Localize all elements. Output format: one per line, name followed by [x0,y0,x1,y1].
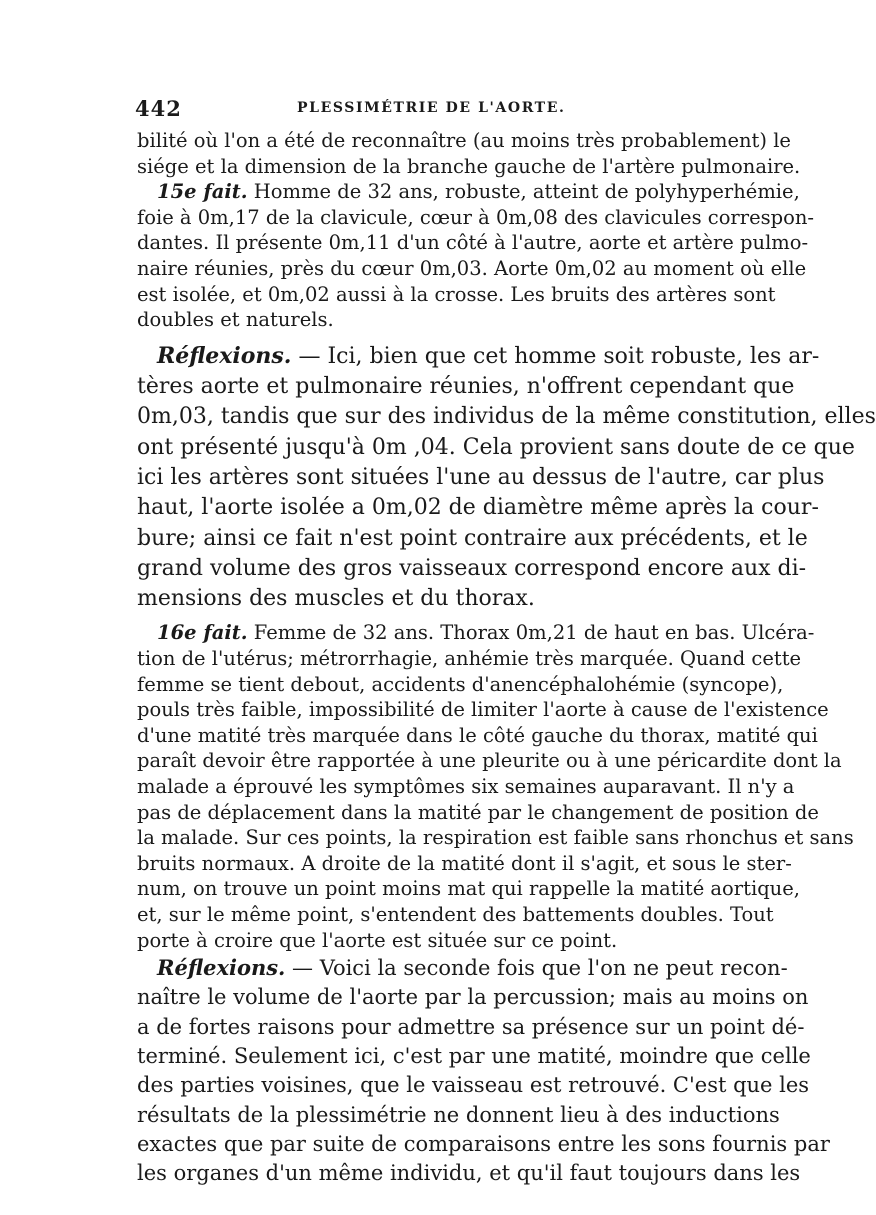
text-line: pouls très faible, impossibilité de limiter l'aorte à cause de l'existence [137,698,829,722]
text-line: ont présenté jusqu'à 0m ,04. Cela provient sans doute de ce que [137,434,855,460]
text-line: d'une matité très marquée dans le côté gauche du thorax, matité qui [137,723,818,747]
text-line: ici les artères sont situées l'une au dessus de l'autre, car plus [137,464,825,490]
paragraph-reflexions-16 [137,953,830,1188]
text-line: femme se tient debout, accidents d'anencéphalohémie (syncope), [137,672,784,696]
text-line: résultats de la plessimétrie ne donnent lieu à des inductions [137,1102,780,1127]
text-line: et, sur le même point, s'entendent des battements doubles. Tout [137,902,774,926]
text-line [137,953,788,983]
text-line: grand volume des gros vaisseaux correspond encore aux di- [137,555,807,581]
text-line: tères aorte et pulmonaire réunies, n'offrent cependant que [137,374,795,400]
text-line: malade a éprouvé les symptômes six semaines auparavant. Il n'y a [137,774,795,798]
text-fragment: Homme de 32 ans, robuste, atteint de polyhyperhémie, [247,180,800,204]
text-line: pas de déplacement dans la matité par le changement de position de [137,800,819,824]
text-line: siége et la dimension de la branche gauche de l'artère pulmonaire. [137,154,801,178]
text-line: des parties voisines, que le vaisseau est retrouvé. C'est que les [137,1073,810,1098]
text-line: mensions des muscles et du thorax. [137,586,535,612]
text-line: terminé. Seulement ici, c'est par une matité, moindre que celle [137,1044,811,1069]
text-line: bruits normaux. A droite de la matité dont il s'agit, et sous le ster- [137,851,792,875]
text-line: exactes que par suite de comparaisons entre les sons fournis par [137,1131,830,1156]
text-line: paraît devoir être rapportée à une pleurite ou à une péricardite dont la [137,749,842,773]
text-line: foie à 0m,17 de la clavicule, cœur à 0m,08 des clavicules correspon- [137,205,814,229]
case-label: 15e fait. [157,180,248,204]
text-fragment: Femme de 32 ans. Thorax 0m,21 de haut en bas. Ulcéra- [247,621,815,645]
running-title: PLESSIMÉTRIE DE L'AORTE. [297,100,566,116]
text-line: dantes. Il présente 0m,11 d'un côté à l'autre, aorte et artère pulmo- [137,231,809,255]
text-line: porte à croire que l'aorte est située sur ce point. [137,928,618,952]
text-line: naître le volume de l'aorte par la percussion; mais au moins on [137,985,809,1010]
text-line [137,341,820,372]
text-line: naire réunies, près du cœur 0m,03. Aorte 0m,02 au moment où elle [137,256,807,280]
paragraph-reflexions-15 [137,341,876,615]
text-line: doubles et naturels. [137,308,334,332]
paragraph-fait-16 [137,620,854,953]
text-line: a de fortes raisons pour admettre sa présence sur un point dé- [137,1014,805,1039]
text-line [137,620,815,646]
text-line: 0m,03, tandis que sur des individus de la même constitution, elles [137,404,876,430]
text-line: la malade. Sur ces points, la respiration est faible sans rhonchus et sans [137,826,854,850]
page-number: 442 [135,96,182,121]
text-line: bilité où l'on a été de reconnaître (au moins très probablement) le [137,129,791,152]
text-line: tion de l'utérus; métrorrhagie, anhémie très marquée. Quand cette [137,647,802,671]
text-line: haut, l'aorte isolée a 0m,02 de diamètre même après la cour- [137,495,819,521]
paragraph-continuation [137,128,801,179]
text-line: est isolée, et 0m,02 aussi à la crosse. Les bruits des artères sont [137,282,776,306]
page-header [135,96,670,124]
section-label: Réflexions. [157,342,292,369]
text-line [137,179,800,205]
text-fragment: — Voici la seconde fois que l'on ne peut recon- [285,956,788,981]
case-label: 16e fait. [157,621,248,645]
text-line: les organes d'un même individu, et qu'il faut toujours dans les [137,1161,801,1186]
section-label: Réflexions. [157,955,286,981]
text-fragment: — Ici, bien que cet homme soit robuste, les ar- [291,343,820,369]
paragraph-fait-15 [137,179,814,333]
text-line: num, on trouve un point moins mat qui rappelle la matité aortique, [137,877,800,901]
text-line: bure; ainsi ce fait n'est point contraire aux précédents, et le [137,525,808,551]
page-body [137,128,876,1189]
